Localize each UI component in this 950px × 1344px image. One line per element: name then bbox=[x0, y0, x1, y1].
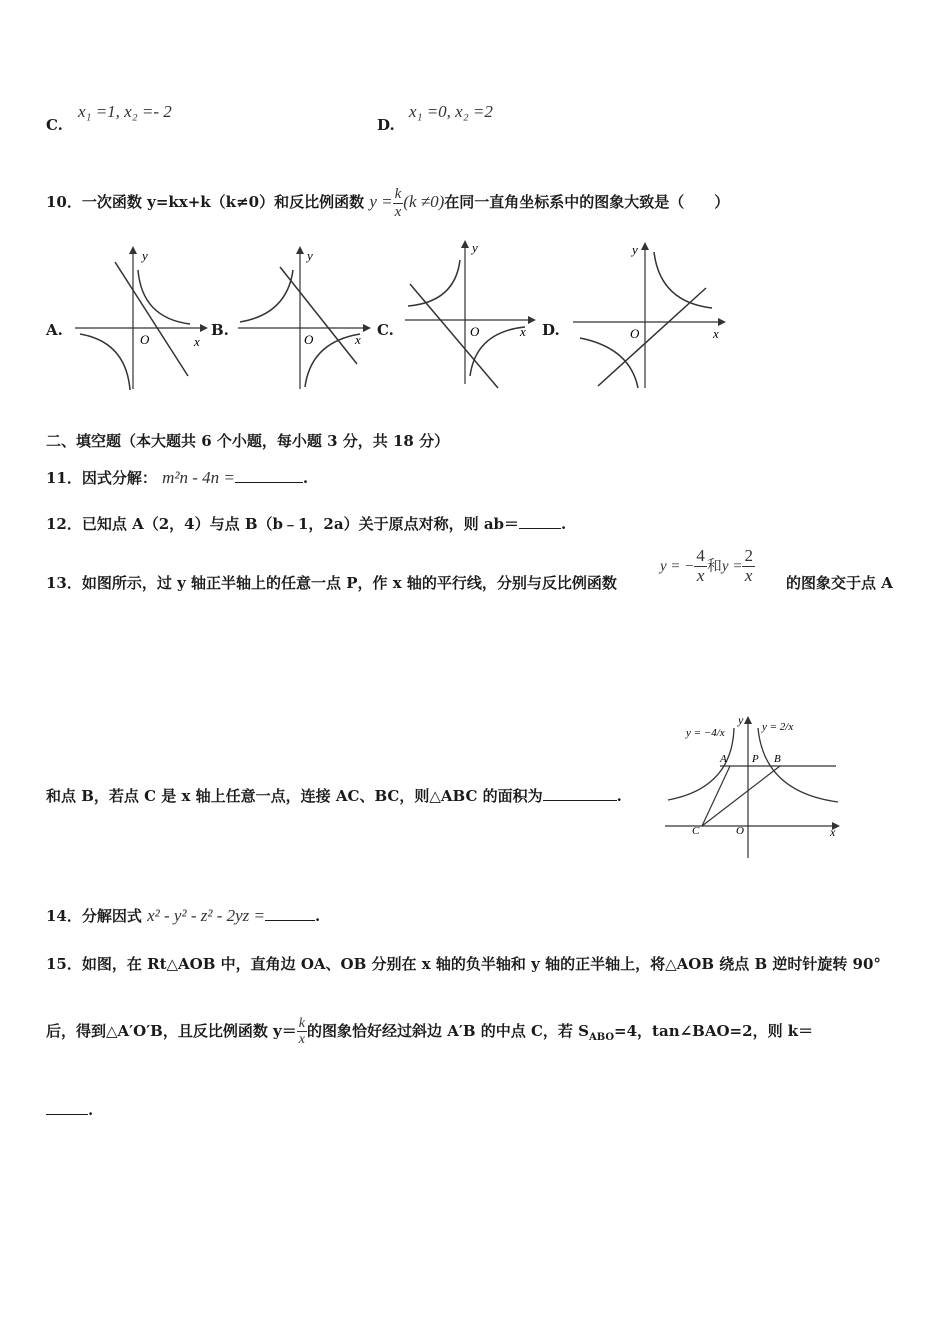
question-13 bbox=[46, 572, 617, 593]
question-text: 后，得到△A′O′B，且反比例函数 y＝ bbox=[46, 1021, 297, 1040]
graph-a bbox=[70, 242, 210, 392]
origin-label: O bbox=[470, 324, 480, 339]
formula-fraction bbox=[297, 1016, 307, 1048]
label-p: P bbox=[752, 753, 759, 765]
option-c-label: C. bbox=[46, 116, 63, 134]
label-f1: y = −4/x bbox=[686, 727, 725, 739]
question-number: 12． bbox=[46, 515, 82, 533]
formula-denominator: x bbox=[394, 203, 402, 220]
numerator: k bbox=[298, 1016, 305, 1031]
graph-c-label: C. bbox=[377, 321, 394, 339]
question-14 bbox=[46, 905, 320, 926]
and-word: 和 bbox=[706, 558, 722, 575]
label-c: C bbox=[692, 825, 700, 837]
hyperbola-branch-q2 bbox=[240, 270, 293, 322]
formula-condition: (k ≠0) bbox=[403, 192, 445, 211]
question-12 bbox=[46, 513, 566, 534]
x-arrow-icon bbox=[528, 316, 536, 324]
axis-y-label: y bbox=[632, 242, 638, 257]
label-y: y bbox=[738, 713, 744, 727]
denominator: x bbox=[744, 565, 753, 585]
label-f2: y = 2/x bbox=[762, 721, 794, 733]
formula-lhs: y = bbox=[369, 192, 393, 211]
graph-d-label: D. bbox=[542, 321, 560, 339]
axis-y-label: y bbox=[307, 248, 313, 263]
subscript: ABO bbox=[588, 1031, 615, 1043]
graph-c bbox=[400, 236, 540, 391]
q13-figure bbox=[660, 708, 845, 863]
formula-2-lhs: y = bbox=[721, 558, 743, 575]
hyperbola-branch-q3 bbox=[580, 338, 638, 388]
option-c-equation: x₁ =1, x₂ =- 2 bbox=[78, 102, 172, 121]
question-text: 和点 B，若点 C 是 x 轴上任意一点，连接 AC、BC，则△ABC 的面积为 bbox=[46, 787, 543, 805]
question-number: 10． bbox=[46, 193, 82, 211]
label-b: B bbox=[774, 753, 781, 765]
question-text: 分解因式 bbox=[81, 907, 142, 925]
question-number: 11． bbox=[46, 469, 82, 487]
y-arrow-icon bbox=[641, 242, 649, 250]
answer-blank[interactable] bbox=[519, 514, 561, 529]
axis-x-label: x bbox=[713, 326, 719, 341]
question-15-line2 bbox=[46, 1016, 813, 1048]
answer-blank[interactable] bbox=[235, 468, 303, 483]
question-13-tail: 的图象交于点 A bbox=[786, 574, 893, 592]
formula-fraction bbox=[393, 186, 404, 220]
question-text-post: 的图象恰好经过斜边 A′B 的中点 C，若 S bbox=[307, 1021, 589, 1040]
segment-bc bbox=[702, 766, 780, 826]
label-a: A bbox=[720, 753, 727, 765]
question-15-answer bbox=[46, 1100, 93, 1119]
segment-ac bbox=[702, 766, 730, 826]
question-15 bbox=[46, 953, 881, 974]
linear-function bbox=[410, 284, 498, 388]
end-mark: . bbox=[561, 515, 567, 533]
numerator: 4 bbox=[696, 546, 705, 565]
answer-blank[interactable] bbox=[543, 786, 617, 801]
linear-function bbox=[598, 288, 706, 386]
axis-y-label: y bbox=[472, 240, 478, 255]
end-mark: . bbox=[616, 787, 622, 805]
linear-function bbox=[280, 267, 357, 364]
numerator: 2 bbox=[744, 546, 753, 565]
answer-blank[interactable] bbox=[265, 906, 315, 921]
question-text: 因式分解： bbox=[81, 469, 157, 487]
axis-y-label: y bbox=[142, 248, 148, 263]
curve-2-over-x bbox=[758, 728, 838, 802]
hyperbola-branch-q3 bbox=[80, 334, 130, 390]
x-arrow-icon bbox=[718, 318, 726, 326]
hyperbola-branch-q1 bbox=[654, 252, 712, 308]
y-arrow-icon bbox=[461, 240, 469, 248]
origin-label: O bbox=[630, 326, 640, 341]
graph-d bbox=[570, 238, 730, 393]
section-2-title: 二、填空题（本大题共 6 个小题，每小题 3 分，共 18 分） bbox=[46, 432, 450, 450]
question-text: 一次函数 y=kx+k（k≠0）和反比例函数 bbox=[81, 193, 365, 211]
end-mark: . bbox=[88, 1101, 94, 1119]
origin-label: O bbox=[304, 332, 314, 347]
x-arrow-icon bbox=[200, 324, 208, 332]
question-number: 13． bbox=[46, 574, 82, 592]
formula-1-fraction bbox=[694, 547, 707, 585]
end-mark: . bbox=[315, 907, 321, 925]
question-number: 14． bbox=[46, 907, 82, 925]
formula-1-lhs: y = − bbox=[660, 558, 695, 575]
end-mark: . bbox=[302, 469, 309, 487]
origin-label: O bbox=[140, 332, 150, 347]
axis-x-label: x bbox=[520, 324, 526, 339]
linear-function bbox=[115, 262, 188, 376]
expression: x² - y² - z² - 2yz = bbox=[147, 906, 265, 925]
axis-x-label: x bbox=[194, 334, 200, 349]
question-text: 如图，在 Rt△AOB 中，直角边 OA、OB 分别在 x 轴的负半轴和 y 轴的正半轴上，将△AOB 绕点 B 逆时针旋转 90° bbox=[81, 955, 881, 973]
formula-2-fraction bbox=[742, 547, 755, 585]
question-text-post: 在同一直角坐标系中的图象大致是（ ） bbox=[444, 193, 730, 211]
answer-blank[interactable] bbox=[46, 1100, 88, 1115]
y-arrow-icon bbox=[296, 246, 304, 254]
label-o: O bbox=[736, 825, 744, 837]
graph-b-label: B. bbox=[211, 321, 229, 339]
option-d-equation: x₁ =0, x₂ =2 bbox=[409, 102, 493, 121]
formula-numerator: k bbox=[394, 186, 402, 202]
question-number: 15． bbox=[46, 955, 82, 973]
graph-b bbox=[235, 242, 375, 392]
hyperbola-branch-q1 bbox=[138, 270, 190, 324]
x-arrow-icon bbox=[363, 324, 371, 332]
option-d-label: D. bbox=[377, 116, 395, 134]
question-10 bbox=[46, 186, 729, 220]
hyperbola-branch-q2 bbox=[408, 260, 460, 306]
axis-x-label: x bbox=[355, 332, 361, 347]
y-arrow-icon bbox=[744, 716, 752, 724]
denominator: x bbox=[696, 565, 705, 585]
question-text: 已知点 A（2，4）与点 B（b﹣1，2a）关于原点对称，则 ab＝ bbox=[81, 515, 520, 533]
expression: m²n - 4n = bbox=[162, 468, 235, 487]
label-x: x bbox=[830, 825, 836, 839]
q13-formulas bbox=[660, 547, 755, 585]
denominator: x bbox=[298, 1032, 305, 1048]
question-11 bbox=[46, 467, 308, 488]
question-text: 如图所示，过 y 轴正半轴上的任意一点 P，作 x 轴的平行线，分别与反比例函数 bbox=[81, 574, 617, 592]
question-13-line2 bbox=[46, 785, 622, 806]
graph-a-label: A. bbox=[46, 321, 63, 339]
question-text-tail: =4，tan∠BAO=2，则 k＝ bbox=[614, 1021, 814, 1040]
y-arrow-icon bbox=[129, 246, 137, 254]
